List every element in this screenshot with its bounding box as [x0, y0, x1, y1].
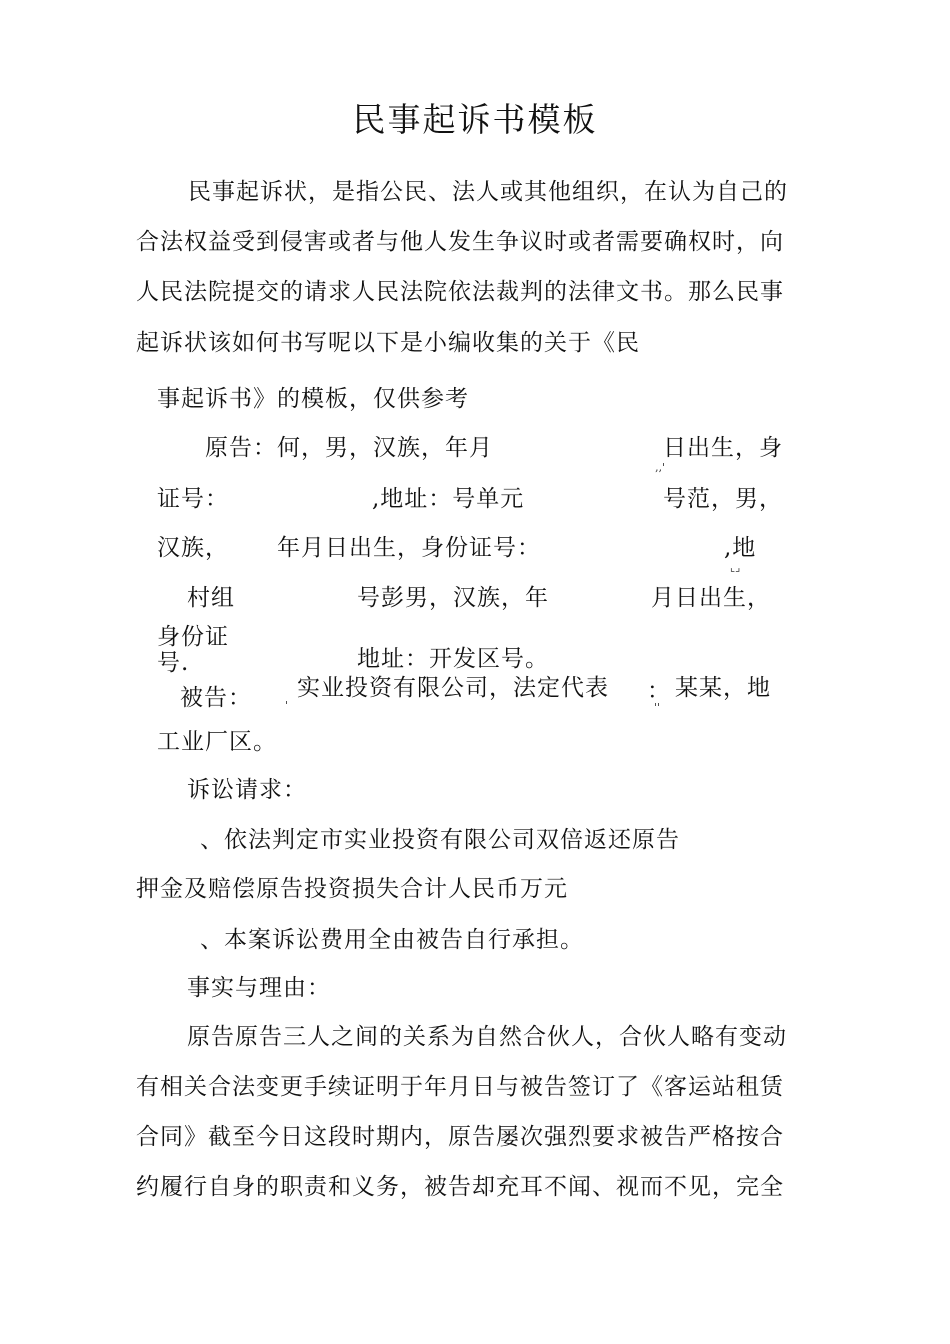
scan-artifact-mark: ‚‚' [655, 461, 666, 474]
plaintiff-line-1a: 原告：何，男，汉族，年月 [205, 435, 493, 461]
plaintiff-line-2b: ,地址：号单元 [372, 486, 525, 512]
plaintiff-line-4c: 月日出生， [651, 585, 771, 611]
scan-artifact-mark: '' [654, 701, 661, 714]
defendant-rest: 某某，地 [675, 675, 771, 701]
plaintiff-line-4a: 村组 [187, 585, 235, 611]
plaintiff-line-5c: 地址：开发区号。 [357, 646, 549, 672]
plaintiff-line-4b: 号彭男，汉族，年 [357, 585, 549, 611]
facts-line-1: 原告原告三人之间的关系为自然合伙人，合伙人略有变动 [187, 1024, 787, 1050]
scan-artifact-mark: ' [285, 699, 289, 712]
defendant-company: 实业投资有限公司，法定代表 [297, 675, 609, 701]
intro-line-1: 民事起诉状，是指公民、法人或其他组织，在认为自己的 [188, 179, 788, 205]
facts-line-2: 有相关合法变更手续证明于年月日与被告签订了《客运站租赁 [136, 1074, 784, 1100]
plaintiff-line-3a: 汉族， [157, 535, 229, 561]
intro-line-5: 事起诉书》的模板，仅供参考 [157, 386, 469, 412]
claims-heading: 诉讼请求： [187, 777, 307, 803]
intro-line-2: 合法权益受到侵害或者与他人发生争议时或者需要确权时，向 [136, 229, 784, 255]
document-title: 民事起诉书模板 [352, 100, 598, 139]
plaintiff-line-2a: 证号： [157, 486, 229, 512]
defendant-colon: ： [647, 678, 671, 704]
facts-heading: 事实与理由： [187, 975, 331, 1001]
defendant-line-2: 工业厂区。 [157, 729, 277, 755]
facts-line-4: 约履行自身的职责和义务，被告却充耳不闻、视而不见，完全 [136, 1174, 784, 1200]
claim-1-line-1: 、依法判定市实业投资有限公司双倍返还原告 [200, 827, 680, 853]
plaintiff-line-5a: 身份证 [157, 624, 229, 650]
plaintiff-line-5b: 号. [157, 650, 190, 676]
scan-artifact-mark: ⌞⌟ [730, 561, 741, 574]
intro-line-4: 起诉状该如何书写呢以下是小编收集的关于《民 [136, 330, 640, 356]
intro-line-3: 人民法院提交的请求人民法院依法裁判的法律文书。那么民事 [136, 279, 784, 305]
facts-line-3: 合同》截至今日这段时期内，原告屡次强烈要求被告严格按合 [136, 1124, 784, 1150]
claim-1-line-2: 押金及赔偿原告投资损失合计人民币万元 [136, 876, 568, 902]
defendant-label: 被告： [180, 685, 252, 711]
plaintiff-line-1b: 日出生，身 [663, 435, 783, 461]
plaintiff-line-3c: ,地 [724, 535, 757, 561]
claim-2: 、本案诉讼费用全由被告自行承担。 [200, 927, 584, 953]
plaintiff-line-2c: 号范，男， [663, 486, 783, 512]
plaintiff-line-3b: 年月日出生，身份证号： [277, 535, 541, 561]
